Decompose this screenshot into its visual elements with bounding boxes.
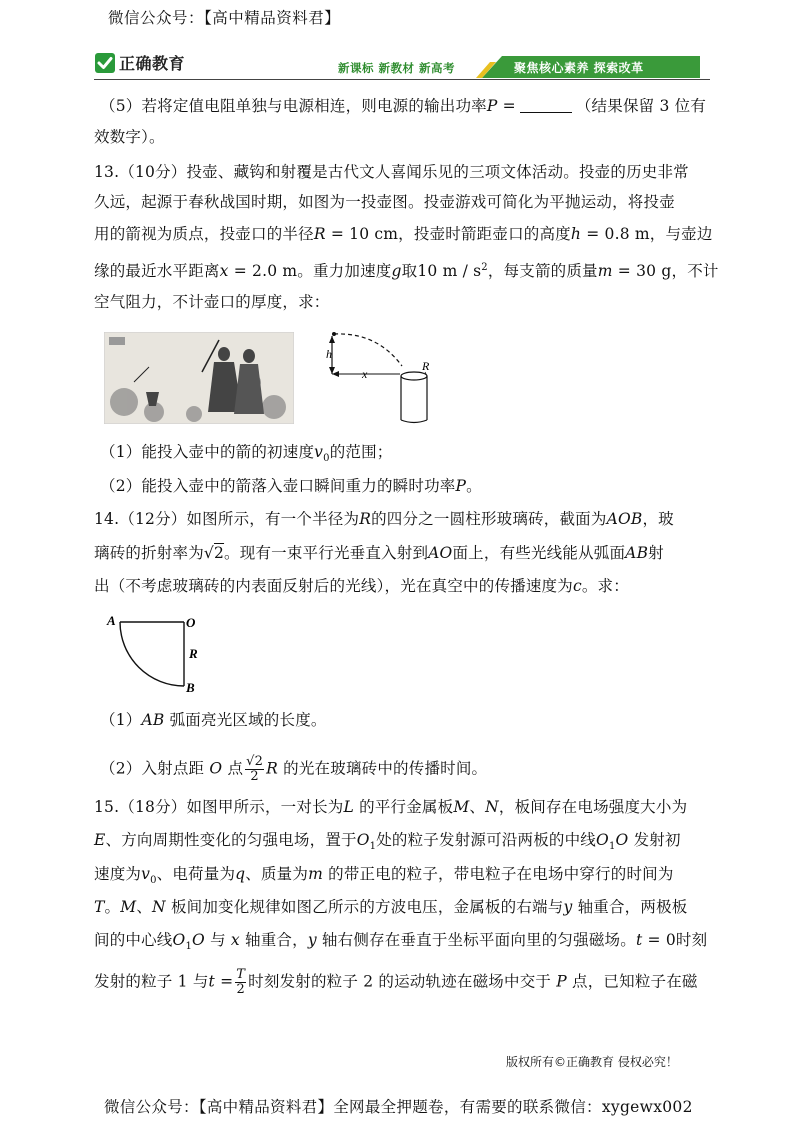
text: 时刻 (675, 931, 708, 949)
text: 轴右侧存在垂直于坐标平面向里的匀强磁场。 (321, 931, 636, 949)
text: 缘的最近水平距离 (94, 262, 220, 281)
q12-5-line1: （5）若将定值电阻单独与电源相连，则电源的输出功率P = （结果保留 3 位有 (100, 97, 707, 115)
text: （2）能投入壶中的箭落入壶口瞬间重力的瞬时功率 (100, 477, 456, 495)
text: （结果保留 3 位有 (575, 97, 707, 115)
q15-line4: T。M、N 板间加变化规律如图乙所示的方波电压，金属板的右端与y 轴重合，两极板 (94, 898, 688, 916)
text: 轴重合，两极板 (577, 898, 688, 916)
header-banner (476, 56, 700, 78)
text: 板间加变化规律如图乙所示的方波电压，金属板的右端与 (170, 898, 564, 916)
text: 面上，有些光线能从弧面 (452, 544, 626, 562)
text: 、质量为 (245, 865, 309, 883)
top-wechat-line: 微信公众号：【高中精品资料君】 (108, 9, 341, 27)
text: （1）能投入壶中的箭的初速度 (100, 443, 315, 461)
text: 轴重合， (245, 931, 308, 949)
text: 点 (227, 759, 244, 778)
q15-line1: 15.（18分）如图甲所示，一对长为L 的平行金属板M、N，板间存在电场强度大小为 (94, 798, 688, 816)
check-logo-icon (94, 52, 116, 74)
text: 处的粒子发射源可沿两板的中线 (376, 831, 597, 849)
q14-line3: 出（不考虑玻璃砖的内表面反射后的光线），光在真空中的传播速度为c。求： (94, 577, 629, 595)
q15-line6: 发射的粒子 1 与t = $\frac{T}{2}$ 时刻发射的粒子 2 的运动轨迹在磁场中交于 P 点，已知粒子在磁 (94, 967, 698, 997)
text: 、方向周期性变化的匀强电场，置于 (105, 831, 357, 849)
text: 发射的粒子 1 与 (94, 972, 209, 991)
q15-line3: 速度为$v_0$、电荷量为q、质量为m 的带正电的粒子，带电粒子在电场中穿行的时间为 (94, 865, 674, 887)
text: 的四分之一圆柱形玻璃砖，截面为 (371, 510, 607, 528)
text: 14.（12分）如图所示，有一个半径为 (94, 510, 360, 528)
text: （2）入射点距 (100, 759, 205, 778)
text: 。求： (581, 577, 629, 595)
label-h: h (326, 347, 332, 361)
text: 间的中心线 (94, 931, 173, 949)
text: 点，已知粒子在磁 (572, 972, 698, 991)
text: 璃砖的折射率为 (94, 544, 204, 562)
copyright-notice: 版权所有©正确教育 侵权必究！ (506, 1055, 678, 1069)
text: （5）若将定值电阻单独与电源相连，则电源的输出功率 (100, 97, 487, 115)
text: 射 (648, 544, 664, 562)
logo-text: 正确教育 (119, 54, 186, 73)
label-a: A (107, 613, 116, 628)
q13-line4: 缘的最近水平距离x = 2.0 m。重力加速度g取10 m / $s^2$，每支箭的质量m = 30 g，不计 (94, 262, 719, 281)
text: 发射初 (633, 831, 681, 849)
text: 15.（18分）如图甲所示，一对长为 (94, 798, 344, 816)
q13-line2: 久远，起源于春秋战国时期，如图为一投壶图。投壶游戏可简化为平抛运动，将投壶 (94, 193, 675, 211)
text: 与 (210, 931, 226, 949)
quarter-circle-glass-diagram (102, 612, 212, 694)
text: 的光在玻璃砖中的传播时间。 (283, 759, 488, 778)
text: 的带正电的粒子，带电粒子在电场中穿行的时间为 (328, 865, 674, 883)
text: 。重力加速度 (297, 262, 392, 281)
q15-line2: E、方向周期性变化的匀强电场，置于$O_1$处的粒子发射源可沿两板的中线$O_1O$ 发射初 (94, 831, 681, 853)
q15-line5: 间的中心线$O_1O$ 与 x 轴重合，y 轴右侧存在垂直于坐标平面向里的匀强磁场。t = 0时刻 (94, 931, 708, 953)
q14-line2: 璃砖的折射率为√2。现有一束平行光垂直入射到AO面上，有些光线能从弧面AB射 (94, 544, 664, 562)
text: 的范围； (329, 443, 393, 461)
text: ，板间存在电场强度大小为 (498, 798, 688, 816)
q14-sub2: （2）入射点距 O 点 $\frac{√2}{2}$ R 的光在玻璃砖中的传播时间。 (100, 754, 488, 784)
text: 。现有一束平行光垂直入射到 (224, 544, 429, 562)
label-r: R (422, 359, 430, 373)
text: 弧面亮光区域的长度。 (169, 711, 327, 729)
text: 速度为 (94, 865, 142, 883)
q14-sub1: （1）AB 弧面亮光区域的长度。 (100, 711, 327, 729)
text: 时刻发射的粒子 2 的运动轨迹在磁场中交于 (248, 972, 552, 991)
q13-line1: 13.（10分）投壶、藏钩和射覆是古代文人喜闻乐见的三项文体活动。投壶的历史非常 (94, 163, 689, 181)
text: 用的箭视为质点，投壶口的半径 (94, 225, 314, 243)
header-divider (94, 79, 710, 80)
text: 出（不考虑玻璃砖的内表面反射后的光线），光在真空中的传播速度为 (94, 577, 573, 595)
header-tags: 新课标 新教材 新高考 (338, 61, 456, 75)
touhu-painting-image (104, 332, 294, 424)
text: ，玻 (642, 510, 674, 528)
bottom-wechat-line: 微信公众号：【高中精品资料君】全网最全押题卷，有需要的联系微信：xygewx002 (104, 1098, 693, 1116)
q14-line1: 14.（12分）如图所示，有一个半径为R的四分之一圆柱形玻璃砖，截面为AOB，玻 (94, 510, 674, 528)
projectile-diagram (322, 328, 442, 428)
label-x: x (362, 367, 368, 381)
text: ，与壶边 (649, 225, 713, 243)
text: 取 (401, 262, 418, 281)
text: 的平行金属板 (359, 798, 454, 816)
text: ，投壶时箭距壶口的高度 (398, 225, 571, 243)
banner-text: 聚焦核心素养 探索改革 (514, 61, 644, 75)
text: ，每支箭的质量 (487, 262, 598, 281)
label-r2: R (189, 646, 198, 661)
label-b: B (186, 680, 195, 694)
logo (94, 51, 185, 74)
q13-sub2: （2）能投入壶中的箭落入壶口瞬间重力的瞬时功率P。 (100, 477, 482, 495)
q13-sub1: （1）能投入壶中的箭的初速度$v_0$的范围； (100, 443, 393, 465)
text: 、电荷量为 (156, 865, 236, 883)
text: ，不计 (671, 262, 719, 281)
label-o: O (186, 615, 196, 630)
q13-line3: 用的箭视为质点，投壶口的半径R = 10 cm，投壶时箭距壶口的高度h = 0.8 m，与壶边 (94, 225, 713, 243)
q12-5-line2: 效数字）。 (94, 128, 165, 146)
q13-line5: 空气阻力，不计壶口的厚度，求： (94, 293, 330, 311)
